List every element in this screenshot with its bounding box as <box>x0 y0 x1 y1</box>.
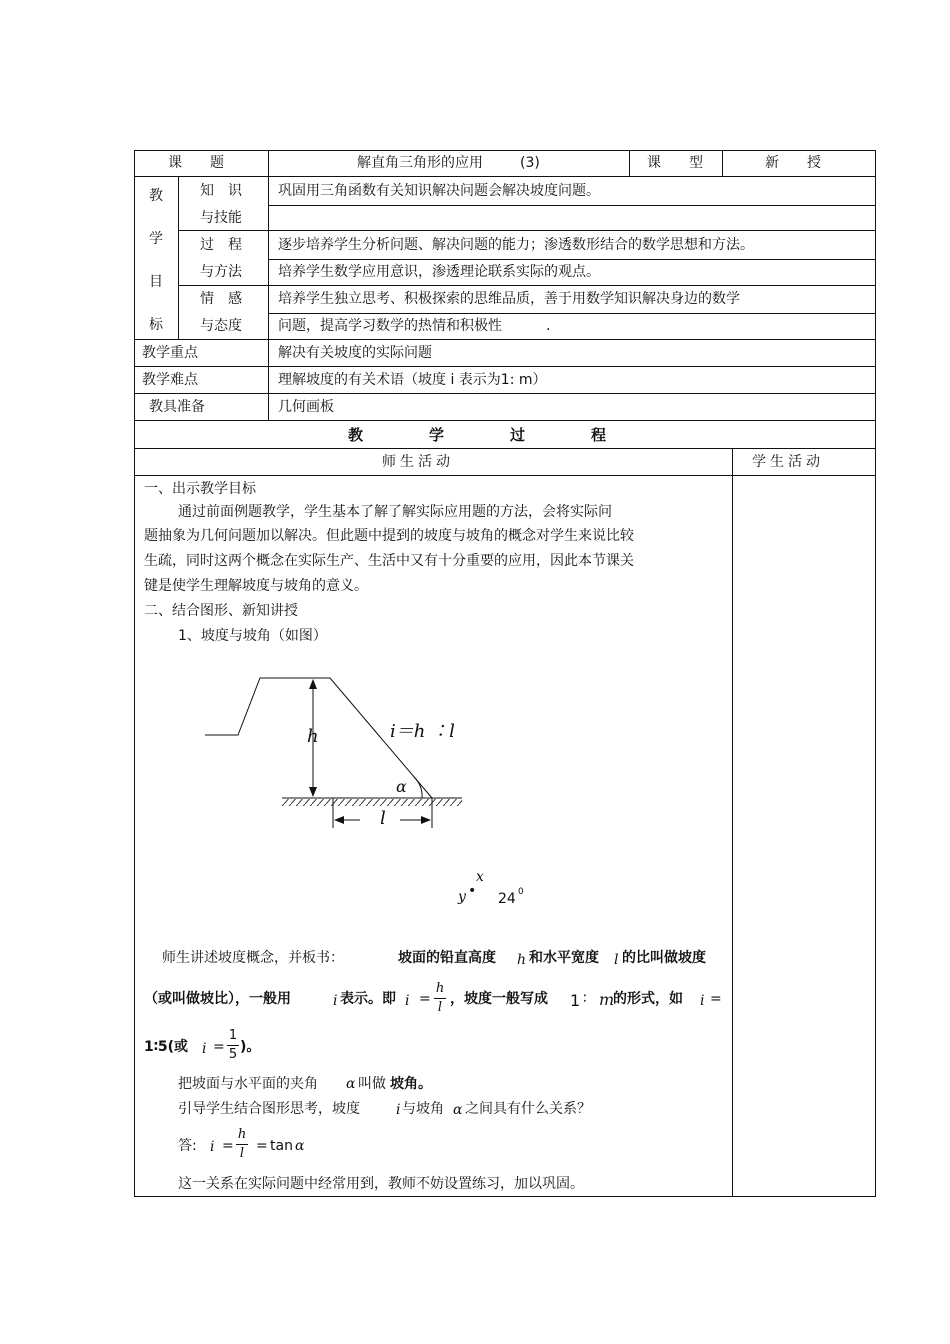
objectives-label-char: 教 <box>149 188 163 204</box>
process-sub-2: 与方法 <box>200 264 242 280</box>
tools-label: 教具准备 <box>149 399 205 415</box>
trailing-dot: . <box>546 318 551 334</box>
row-divider <box>134 366 876 367</box>
fraction-numerator: h <box>237 1127 247 1142</box>
paragraph-line: 生疏，同时这两个概念在实际生产、生活中又有十分重要的应用，因此本节课关 <box>144 553 634 569</box>
figure-height-label: h <box>307 726 319 747</box>
answer-i: i <box>210 1139 215 1155</box>
emotion-sub-1: 情 感 <box>200 291 242 307</box>
fraction-h-over-l <box>434 981 446 1016</box>
course-number: (3) <box>520 155 540 171</box>
angle-arc <box>414 777 422 798</box>
answer-label: 答: <box>178 1138 197 1154</box>
key-point-value: 解决有关坡度的实际问题 <box>278 345 432 361</box>
row-divider <box>134 475 876 476</box>
concept-i-2: i <box>405 993 410 1009</box>
difficulty-value: 理解坡度的有关术语（坡度 i 表示为1: m） <box>278 372 547 388</box>
table-bottom-border <box>134 1196 876 1197</box>
tools-value: 几何画板 <box>278 399 334 415</box>
fraction-denominator: l <box>239 1146 245 1161</box>
concept-h: h <box>517 952 527 968</box>
guide-alpha: α <box>453 1102 463 1118</box>
fraction-denominator: l <box>437 1000 443 1015</box>
answer-equals: = <box>222 1138 234 1154</box>
concept-one: 1 <box>570 991 581 1010</box>
objectives-label-char: 学 <box>149 231 163 247</box>
fraction-numerator: h <box>435 981 445 996</box>
concept-line2-a: （或叫做坡比），一般用 <box>144 991 291 1007</box>
paragraph-line: 键是使学生理解坡度与坡角的意义。 <box>144 578 368 594</box>
concept-def-2: 和水平宽度 <box>529 950 599 966</box>
row-divider <box>134 393 876 394</box>
row-divider <box>134 176 876 177</box>
guide-3: 之间具有什么关系？ <box>465 1101 591 1117</box>
angle-def-2: 叫做 <box>358 1076 386 1092</box>
process-text-2: 培养学生数学应用意识，渗透理论联系实际的观点。 <box>278 264 600 280</box>
section-2-title: 二、结合图形、新知讲授 <box>144 603 298 619</box>
table-right-border <box>875 150 876 1197</box>
objectives-label-char: 标 <box>149 317 163 333</box>
type-label: 课 型 <box>647 155 703 171</box>
col-divider <box>268 150 269 421</box>
concept-l: l <box>614 952 619 968</box>
concept-def-1: 坡面的铅直高度 <box>398 950 496 966</box>
concept-i-3: i <box>700 993 705 1009</box>
guide-i: i <box>396 1102 401 1118</box>
concept-def-3: 的比叫做坡度 <box>622 950 706 966</box>
concept-i: i <box>333 993 338 1009</box>
row-divider <box>134 339 876 340</box>
emotion-text-1: 培养学生独立思考、积极探索的思维品质，善于用数学知识解决身边的数学 <box>278 291 740 307</box>
answer-tan: tan <box>270 1138 293 1154</box>
guide-2: 与坡角 <box>402 1101 444 1117</box>
concept-equals: = <box>419 991 431 1007</box>
angle-def-alpha: α <box>346 1076 356 1092</box>
col-divider <box>629 150 630 177</box>
row-divider <box>268 313 876 314</box>
course-title: 解直角三角形的应用 <box>357 155 483 171</box>
process-text-1: 逐步培养学生分析问题、解决问题的能力；渗透数形结合的数学思想和方法。 <box>278 237 754 253</box>
difficulty-label: 教学难点 <box>142 372 198 388</box>
concept-equals-2: = <box>710 991 722 1007</box>
paragraph-line: 通过前面例题教学，学生基本了解了解实际应用题的方法，会将实际问 <box>178 504 612 520</box>
col-divider <box>178 176 179 340</box>
subsection-1-title: 1、坡度与坡角（如图） <box>178 628 327 644</box>
process-title: 教 学 过 程 <box>348 426 619 444</box>
closing-line: 这一关系在实际问题中经常用到，教师不妨设置练习，加以巩固。 <box>178 1176 584 1192</box>
student-column-header: 学生活动 <box>752 454 824 470</box>
type-value: 新 授 <box>765 155 821 171</box>
answer-equals-2: = <box>256 1138 268 1154</box>
col-divider <box>732 448 733 1197</box>
concept-m: m <box>599 990 615 1009</box>
objectives-label-char: 目 <box>149 274 163 290</box>
key-point-label: 教学重点 <box>142 345 198 361</box>
row-divider <box>178 230 876 231</box>
figure-dot: • <box>468 883 477 899</box>
concept-i-4: i <box>202 1041 207 1057</box>
angle-def-1: 把坡面与水平面的夹角 <box>178 1076 318 1092</box>
fraction-numerator: 1 <box>228 1028 238 1043</box>
concept-line2-b: 表示。即 <box>340 991 396 1007</box>
knowledge-sub-2: 与技能 <box>200 210 242 226</box>
guide-1: 引导学生结合图形思考，坡度 <box>178 1101 360 1117</box>
col-divider <box>722 150 723 177</box>
process-sub-1: 过 程 <box>200 237 242 253</box>
teacher-column-header: 师生活动 <box>382 454 454 470</box>
concept-line3-b: )。 <box>240 1039 261 1055</box>
row-divider <box>134 448 876 449</box>
row-divider <box>268 205 876 206</box>
knowledge-text: 巩固用三角函数有关知识解决问题会解决坡度问题。 <box>278 183 600 199</box>
fraction-denominator: 5 <box>228 1047 238 1062</box>
emotion-sub-2: 与态度 <box>200 318 242 334</box>
figure-alpha-label: α <box>396 777 407 796</box>
row-divider <box>268 259 876 260</box>
course-label: 课 题 <box>168 155 224 171</box>
figure-24: 24 <box>498 891 516 907</box>
section-1-title: 一、出示教学目标 <box>144 481 256 497</box>
fraction-answer <box>236 1127 248 1162</box>
concept-equals-3: = <box>213 1039 225 1055</box>
ground-hatch <box>282 799 462 806</box>
emotion-text-2: 问题，提高学习数学的热情和积极性 <box>278 318 502 334</box>
figure-width-label: l <box>380 808 386 829</box>
concept-intro: 师生讲述坡度概念，并板书： <box>162 950 344 966</box>
concept-line3-a: 1∶5(或 <box>144 1039 188 1055</box>
figure-x-label: x <box>476 869 484 885</box>
figure-24-superscript: 0 <box>518 887 524 897</box>
knowledge-sub-1: 知 识 <box>200 183 242 199</box>
table-top-border <box>134 150 876 151</box>
concept-line2-c: ，坡度一般写成 <box>450 991 548 1007</box>
table-left-border <box>134 150 135 1197</box>
concept-colon: ∶ <box>583 991 587 1007</box>
answer-alpha: α <box>295 1138 305 1154</box>
fraction-one-fifth <box>227 1028 239 1063</box>
row-divider <box>178 285 876 286</box>
figure-y-label: y <box>458 889 466 905</box>
slope-diagram <box>200 668 500 838</box>
paragraph-line: 题抽象为几何问题加以解决。但此题中提到的坡度与坡角的概念对学生来说比较 <box>144 528 634 544</box>
row-divider <box>134 420 876 421</box>
concept-line2-d: 的形式，如 <box>613 991 683 1007</box>
figure-slope-formula: i＝h ∶l <box>390 721 455 742</box>
angle-def-3: 坡角。 <box>390 1076 432 1092</box>
